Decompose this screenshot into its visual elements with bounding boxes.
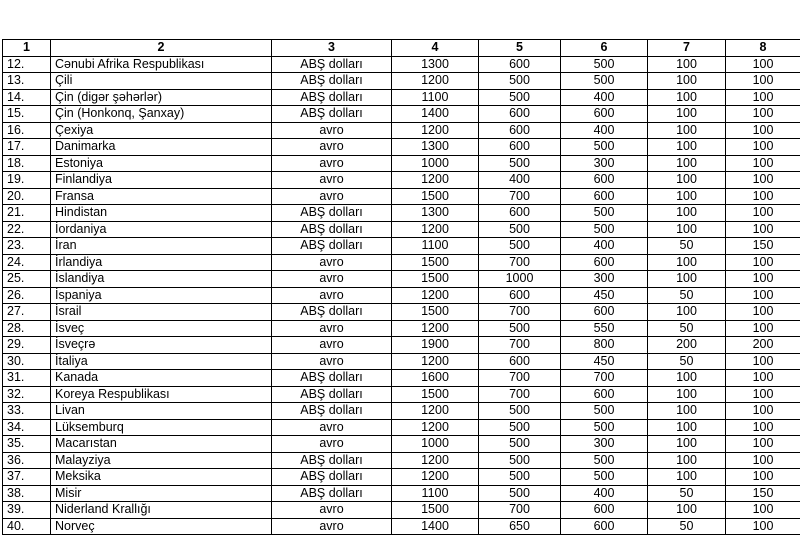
table-row — [3, 238, 800, 255]
value-col-6: 500 — [561, 452, 648, 469]
country-name: Cənubi Afrika Respublikası — [51, 56, 272, 73]
row-number: 28. — [3, 320, 51, 337]
value-col-5: 700 — [479, 254, 561, 271]
row-number: 39. — [3, 502, 51, 519]
value-col-7: 100 — [648, 502, 726, 519]
value-col-6: 300 — [561, 271, 648, 288]
value-col-4: 1200 — [392, 353, 479, 370]
value-col-8: 100 — [726, 287, 800, 304]
value-col-4: 1500 — [392, 254, 479, 271]
currency: avro — [272, 172, 392, 189]
value-col-4: 1200 — [392, 73, 479, 90]
value-col-7: 100 — [648, 419, 726, 436]
currency: avro — [272, 188, 392, 205]
table-row — [3, 403, 800, 420]
row-number: 35. — [3, 436, 51, 453]
value-col-5: 500 — [479, 155, 561, 172]
value-col-5: 500 — [479, 89, 561, 106]
row-number: 18. — [3, 155, 51, 172]
table-row — [3, 485, 800, 502]
value-col-5: 500 — [479, 221, 561, 238]
currency: avro — [272, 502, 392, 519]
value-col-7: 50 — [648, 485, 726, 502]
value-col-5: 500 — [479, 436, 561, 453]
country-name: İslandiya — [51, 271, 272, 288]
currency: ABŞ dolları — [272, 452, 392, 469]
row-number: 30. — [3, 353, 51, 370]
country-name: Koreya Respublikası — [51, 386, 272, 403]
column-header: 3 — [272, 40, 392, 57]
country-name: Estoniya — [51, 155, 272, 172]
country-name: Hindistan — [51, 205, 272, 222]
currency: avro — [272, 155, 392, 172]
value-col-8: 100 — [726, 419, 800, 436]
table-row — [3, 73, 800, 90]
value-col-8: 100 — [726, 205, 800, 222]
currency: ABŞ dolları — [272, 469, 392, 486]
value-col-7: 50 — [648, 518, 726, 535]
value-col-6: 600 — [561, 188, 648, 205]
value-col-7: 100 — [648, 370, 726, 387]
country-name: İrlandiya — [51, 254, 272, 271]
value-col-4: 1300 — [392, 205, 479, 222]
value-col-6: 400 — [561, 122, 648, 139]
table-row — [3, 518, 800, 535]
value-col-7: 50 — [648, 320, 726, 337]
value-col-6: 800 — [561, 337, 648, 354]
row-number: 34. — [3, 419, 51, 436]
currency: ABŞ dolları — [272, 238, 392, 255]
table-row — [3, 337, 800, 354]
country-name: Misir — [51, 485, 272, 502]
value-col-6: 600 — [561, 304, 648, 321]
row-number: 40. — [3, 518, 51, 535]
currency: ABŞ dolları — [272, 205, 392, 222]
currency: ABŞ dolları — [272, 485, 392, 502]
value-col-4: 1200 — [392, 452, 479, 469]
column-header: 1 — [3, 40, 51, 57]
value-col-8: 150 — [726, 485, 800, 502]
currency: avro — [272, 254, 392, 271]
value-col-6: 500 — [561, 139, 648, 156]
row-number: 16. — [3, 122, 51, 139]
value-col-5: 650 — [479, 518, 561, 535]
value-col-4: 1200 — [392, 221, 479, 238]
country-name: Finlandiya — [51, 172, 272, 189]
value-col-8: 100 — [726, 452, 800, 469]
value-col-4: 1400 — [392, 518, 479, 535]
currency: avro — [272, 320, 392, 337]
value-col-6: 500 — [561, 403, 648, 420]
value-col-4: 1600 — [392, 370, 479, 387]
table-row — [3, 254, 800, 271]
country-name: Danimarka — [51, 139, 272, 156]
row-number: 23. — [3, 238, 51, 255]
header-row — [3, 40, 800, 57]
value-col-5: 500 — [479, 485, 561, 502]
value-col-4: 1100 — [392, 89, 479, 106]
country-name: İsrail — [51, 304, 272, 321]
value-col-8: 100 — [726, 122, 800, 139]
table-row — [3, 304, 800, 321]
value-col-6: 400 — [561, 485, 648, 502]
currency: ABŞ dolları — [272, 89, 392, 106]
country-name: Malayziya — [51, 452, 272, 469]
table-row — [3, 139, 800, 156]
country-name: Çexiya — [51, 122, 272, 139]
value-col-8: 100 — [726, 172, 800, 189]
value-col-4: 1500 — [392, 304, 479, 321]
currency: avro — [272, 287, 392, 304]
value-col-6: 500 — [561, 419, 648, 436]
value-col-5: 500 — [479, 73, 561, 90]
row-number: 29. — [3, 337, 51, 354]
table-row — [3, 122, 800, 139]
row-number: 33. — [3, 403, 51, 420]
value-col-6: 400 — [561, 89, 648, 106]
table-row — [3, 320, 800, 337]
value-col-5: 500 — [479, 419, 561, 436]
country-name: İtaliya — [51, 353, 272, 370]
value-col-5: 500 — [479, 403, 561, 420]
value-col-7: 100 — [648, 89, 726, 106]
table-row — [3, 469, 800, 486]
row-number: 14. — [3, 89, 51, 106]
table-row — [3, 436, 800, 453]
value-col-6: 500 — [561, 221, 648, 238]
value-col-7: 100 — [648, 73, 726, 90]
country-name: Meksika — [51, 469, 272, 486]
value-col-5: 500 — [479, 452, 561, 469]
value-col-7: 100 — [648, 122, 726, 139]
value-col-8: 100 — [726, 370, 800, 387]
value-col-5: 600 — [479, 106, 561, 123]
value-col-8: 100 — [726, 73, 800, 90]
row-number: 20. — [3, 188, 51, 205]
value-col-4: 1200 — [392, 122, 479, 139]
value-col-7: 100 — [648, 403, 726, 420]
value-col-5: 700 — [479, 188, 561, 205]
value-col-8: 100 — [726, 469, 800, 486]
value-col-4: 1500 — [392, 188, 479, 205]
currency: ABŞ dolları — [272, 73, 392, 90]
value-col-7: 100 — [648, 304, 726, 321]
table-row — [3, 452, 800, 469]
value-col-8: 100 — [726, 518, 800, 535]
currency: ABŞ dolları — [272, 386, 392, 403]
value-col-5: 500 — [479, 320, 561, 337]
row-number: 38. — [3, 485, 51, 502]
value-col-5: 600 — [479, 205, 561, 222]
table-row — [3, 271, 800, 288]
country-name: Fransa — [51, 188, 272, 205]
value-col-7: 100 — [648, 254, 726, 271]
value-col-8: 100 — [726, 436, 800, 453]
value-col-7: 100 — [648, 155, 726, 172]
value-col-4: 1200 — [392, 287, 479, 304]
value-col-7: 50 — [648, 287, 726, 304]
value-col-5: 1000 — [479, 271, 561, 288]
value-col-8: 100 — [726, 221, 800, 238]
value-col-5: 700 — [479, 386, 561, 403]
value-col-7: 100 — [648, 139, 726, 156]
currency: avro — [272, 122, 392, 139]
column-header: 6 — [561, 40, 648, 57]
country-name: Niderland Krallığı — [51, 502, 272, 519]
value-col-5: 700 — [479, 502, 561, 519]
value-col-4: 1200 — [392, 419, 479, 436]
currency: avro — [272, 518, 392, 535]
value-col-8: 100 — [726, 502, 800, 519]
value-col-8: 100 — [726, 155, 800, 172]
currency: avro — [272, 139, 392, 156]
value-col-6: 600 — [561, 172, 648, 189]
value-col-6: 500 — [561, 205, 648, 222]
value-col-5: 600 — [479, 122, 561, 139]
country-name: İsveç — [51, 320, 272, 337]
value-col-6: 700 — [561, 370, 648, 387]
currency: avro — [272, 337, 392, 354]
value-col-8: 100 — [726, 188, 800, 205]
country-name: Çin (digər şəhərlər) — [51, 89, 272, 106]
value-col-8: 100 — [726, 271, 800, 288]
value-col-6: 600 — [561, 254, 648, 271]
value-col-4: 1200 — [392, 172, 479, 189]
value-col-7: 100 — [648, 56, 726, 73]
country-name: Macarıstan — [51, 436, 272, 453]
value-col-6: 600 — [561, 106, 648, 123]
value-col-6: 600 — [561, 502, 648, 519]
country-name: İran — [51, 238, 272, 255]
country-name: İsveçrə — [51, 337, 272, 354]
row-number: 13. — [3, 73, 51, 90]
value-col-8: 100 — [726, 304, 800, 321]
row-number: 17. — [3, 139, 51, 156]
value-col-8: 100 — [726, 320, 800, 337]
table-row — [3, 155, 800, 172]
country-name: Kanada — [51, 370, 272, 387]
table-body — [3, 56, 800, 535]
table-row — [3, 188, 800, 205]
value-col-6: 600 — [561, 386, 648, 403]
table-row — [3, 205, 800, 222]
country-name: Çin (Honkonq, Şanxay) — [51, 106, 272, 123]
currency: avro — [272, 271, 392, 288]
currency: ABŞ dolları — [272, 403, 392, 420]
country-name: Livan — [51, 403, 272, 420]
row-number: 36. — [3, 452, 51, 469]
value-col-5: 500 — [479, 469, 561, 486]
row-number: 26. — [3, 287, 51, 304]
value-col-5: 600 — [479, 353, 561, 370]
value-col-6: 300 — [561, 155, 648, 172]
value-col-8: 100 — [726, 353, 800, 370]
value-col-6: 550 — [561, 320, 648, 337]
value-col-4: 1200 — [392, 320, 479, 337]
row-number: 37. — [3, 469, 51, 486]
value-col-7: 50 — [648, 353, 726, 370]
value-col-4: 1900 — [392, 337, 479, 354]
value-col-5: 600 — [479, 56, 561, 73]
value-col-7: 100 — [648, 469, 726, 486]
value-col-4: 1500 — [392, 502, 479, 519]
value-col-4: 1000 — [392, 436, 479, 453]
value-col-5: 500 — [479, 238, 561, 255]
table-row — [3, 287, 800, 304]
value-col-5: 400 — [479, 172, 561, 189]
row-number: 25. — [3, 271, 51, 288]
column-header: 7 — [648, 40, 726, 57]
value-col-4: 1300 — [392, 139, 479, 156]
value-col-6: 500 — [561, 73, 648, 90]
value-col-4: 1400 — [392, 106, 479, 123]
row-number: 32. — [3, 386, 51, 403]
value-col-4: 1300 — [392, 56, 479, 73]
row-number: 27. — [3, 304, 51, 321]
table-row — [3, 89, 800, 106]
value-col-5: 600 — [479, 139, 561, 156]
value-col-5: 700 — [479, 370, 561, 387]
row-number: 22. — [3, 221, 51, 238]
value-col-6: 450 — [561, 287, 648, 304]
currency: ABŞ dolları — [272, 106, 392, 123]
row-number: 15. — [3, 106, 51, 123]
value-col-7: 100 — [648, 188, 726, 205]
value-col-5: 700 — [479, 337, 561, 354]
value-col-4: 1100 — [392, 238, 479, 255]
row-number: 12. — [3, 56, 51, 73]
column-header: 5 — [479, 40, 561, 57]
currency: avro — [272, 436, 392, 453]
column-header: 8 — [726, 40, 800, 57]
value-col-7: 100 — [648, 271, 726, 288]
country-name: İordaniya — [51, 221, 272, 238]
country-name: İspaniya — [51, 287, 272, 304]
value-col-4: 1200 — [392, 469, 479, 486]
value-col-4: 1500 — [392, 271, 479, 288]
row-number: 21. — [3, 205, 51, 222]
value-col-7: 100 — [648, 386, 726, 403]
value-col-6: 500 — [561, 469, 648, 486]
table-row — [3, 106, 800, 123]
table-row — [3, 502, 800, 519]
country-name: Lüksemburq — [51, 419, 272, 436]
currency: ABŞ dolları — [272, 56, 392, 73]
table-row — [3, 353, 800, 370]
table-row — [3, 56, 800, 73]
value-col-4: 1000 — [392, 155, 479, 172]
value-col-8: 100 — [726, 254, 800, 271]
currency: ABŞ dolları — [272, 221, 392, 238]
value-col-6: 450 — [561, 353, 648, 370]
value-col-6: 500 — [561, 56, 648, 73]
value-col-8: 100 — [726, 403, 800, 420]
value-col-7: 50 — [648, 238, 726, 255]
table-row — [3, 221, 800, 238]
column-header: 4 — [392, 40, 479, 57]
currency: avro — [272, 353, 392, 370]
value-col-6: 400 — [561, 238, 648, 255]
value-col-5: 700 — [479, 304, 561, 321]
currency: ABŞ dolları — [272, 370, 392, 387]
row-number: 31. — [3, 370, 51, 387]
country-name: Çili — [51, 73, 272, 90]
value-col-4: 1500 — [392, 386, 479, 403]
value-col-7: 100 — [648, 452, 726, 469]
value-col-6: 600 — [561, 518, 648, 535]
value-col-5: 600 — [479, 287, 561, 304]
table-row — [3, 386, 800, 403]
value-col-8: 100 — [726, 106, 800, 123]
value-col-8: 100 — [726, 56, 800, 73]
value-col-7: 100 — [648, 106, 726, 123]
value-col-4: 1100 — [392, 485, 479, 502]
value-col-7: 100 — [648, 436, 726, 453]
country-name: Norveç — [51, 518, 272, 535]
value-col-7: 100 — [648, 205, 726, 222]
table-row — [3, 172, 800, 189]
currency: ABŞ dolları — [272, 304, 392, 321]
value-col-8: 100 — [726, 139, 800, 156]
value-col-7: 200 — [648, 337, 726, 354]
column-header: 2 — [51, 40, 272, 57]
allowance-table — [2, 39, 800, 535]
table-row — [3, 419, 800, 436]
row-number: 24. — [3, 254, 51, 271]
currency: avro — [272, 419, 392, 436]
value-col-7: 100 — [648, 221, 726, 238]
value-col-7: 100 — [648, 172, 726, 189]
value-col-8: 200 — [726, 337, 800, 354]
value-col-8: 150 — [726, 238, 800, 255]
value-col-8: 100 — [726, 89, 800, 106]
value-col-8: 100 — [726, 386, 800, 403]
value-col-4: 1200 — [392, 403, 479, 420]
table-row — [3, 370, 800, 387]
row-number: 19. — [3, 172, 51, 189]
value-col-6: 300 — [561, 436, 648, 453]
